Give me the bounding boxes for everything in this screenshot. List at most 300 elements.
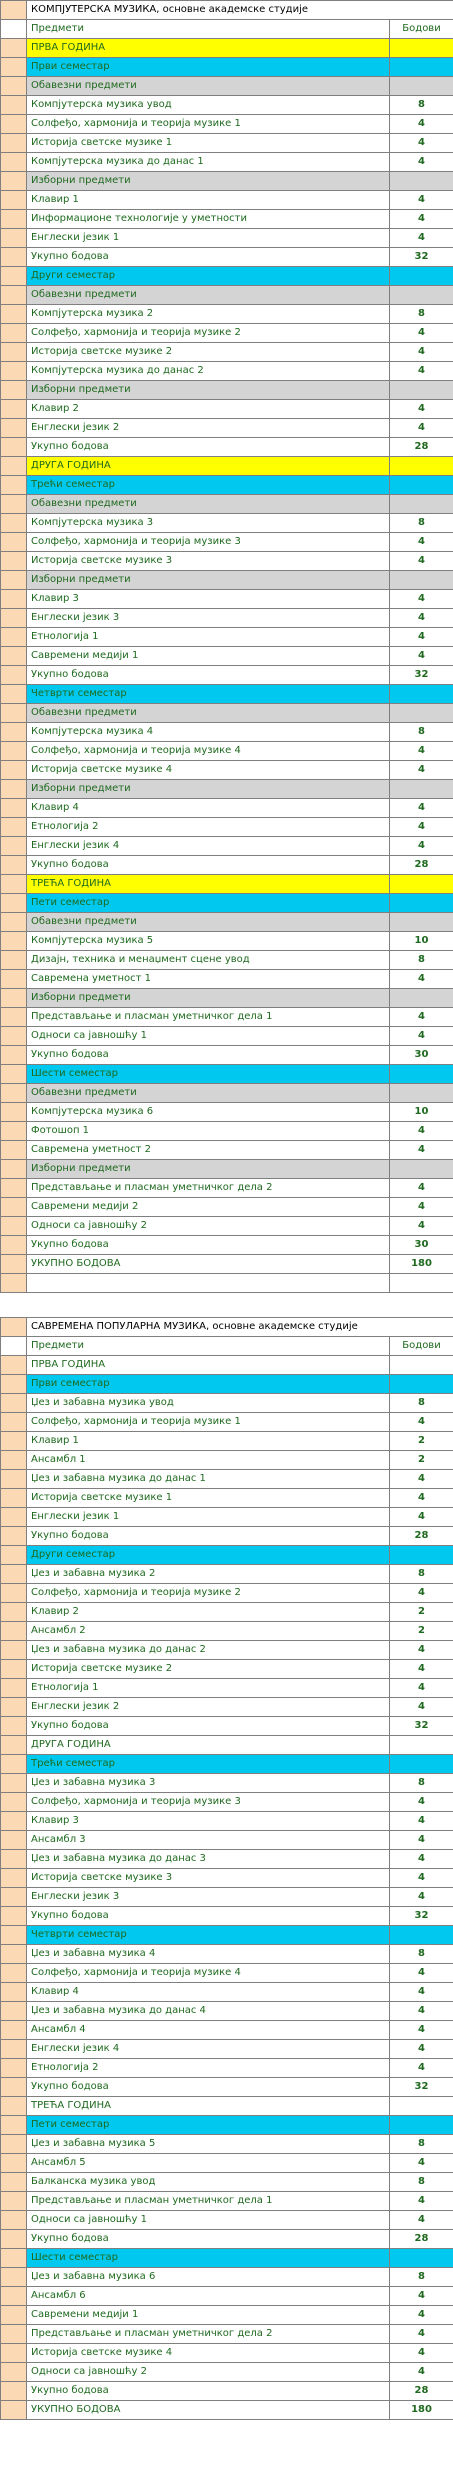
row-stripe xyxy=(1,1717,27,1736)
row-stripe xyxy=(1,742,27,761)
group-points xyxy=(390,780,453,799)
program-subtitle-text: основне академске студије xyxy=(209,1321,358,1332)
item-row xyxy=(1,1983,453,2002)
total-label: Укупно бодова xyxy=(27,2078,390,2097)
row-stripe xyxy=(1,1679,27,1698)
subject-name: Солфеђо, хармонија и теорија музике 4 xyxy=(27,1964,390,1983)
year-label: ПРВА ГОДИНА xyxy=(27,39,390,58)
row-stripe xyxy=(1,2249,27,2268)
subject-name: Ансамбл 3 xyxy=(27,1831,390,1850)
total-row xyxy=(1,2230,453,2249)
group-points xyxy=(390,704,453,723)
sem-points xyxy=(390,1065,453,1084)
item-row xyxy=(1,153,453,172)
subject-name: Ансамбл 2 xyxy=(27,1622,390,1641)
sem-points xyxy=(390,1926,453,1945)
subject-name: Дизајн, техника и менаџмент сцене увод xyxy=(27,951,390,970)
program-header-row xyxy=(1,1318,453,1337)
subject-points: 4 xyxy=(390,1888,453,1907)
item-row xyxy=(1,1394,453,1413)
row-stripe xyxy=(1,1641,27,1660)
row-stripe xyxy=(1,1812,27,1831)
row-stripe xyxy=(1,2021,27,2040)
subject-name: Клавир 4 xyxy=(27,1983,390,2002)
subject-name: Етнологија 2 xyxy=(27,2059,390,2078)
group-label: Изборни предмети xyxy=(27,172,390,191)
subject-points: 4 xyxy=(390,1679,453,1698)
subject-name: Солфеђо, хармонија и теорија музике 1 xyxy=(27,1413,390,1432)
subject-name: Историја светске музике 1 xyxy=(27,134,390,153)
item-row xyxy=(1,2268,453,2287)
plain-label: ДРУГА ГОДИНА xyxy=(27,1736,390,1755)
subject-name: Савремени медији 2 xyxy=(27,1198,390,1217)
subject-name: Представљање и пласман уметничког дела 2 xyxy=(27,1179,390,1198)
item-row xyxy=(1,1641,453,1660)
program-title-text: КОМПЈУТЕРСКА МУЗИКА, xyxy=(31,4,160,15)
item-row xyxy=(1,2325,453,2344)
item-row xyxy=(1,1660,453,1679)
item-row xyxy=(1,2306,453,2325)
group-label: Изборни предмети xyxy=(27,989,390,1008)
subject-points: 4 xyxy=(390,1983,453,2002)
item-row xyxy=(1,2021,453,2040)
row-stripe xyxy=(1,1660,27,1679)
row-stripe xyxy=(1,2344,27,2363)
subject-points: 4 xyxy=(390,2287,453,2306)
year-points xyxy=(390,39,453,58)
sem-row xyxy=(1,685,453,704)
grand-label: УКУПНО БОДОВА xyxy=(27,1255,390,1274)
total-row xyxy=(1,856,453,875)
program-header-row xyxy=(1,1,453,20)
item-row xyxy=(1,1432,453,1451)
subject-points: 2 xyxy=(390,1603,453,1622)
item-row xyxy=(1,1179,453,1198)
total-row xyxy=(1,1527,453,1546)
subject-name: Историја светске музике 2 xyxy=(27,343,390,362)
row-stripe xyxy=(1,419,27,438)
row-stripe xyxy=(1,2116,27,2135)
subject-name: Енглески језик 2 xyxy=(27,1698,390,1717)
subject-name: Односи са јавношћу 2 xyxy=(27,2363,390,2382)
subject-name: Енглески језик 3 xyxy=(27,609,390,628)
item-row xyxy=(1,343,453,362)
item-row xyxy=(1,837,453,856)
group-row xyxy=(1,780,453,799)
sem-label: Први семестар xyxy=(27,1375,390,1394)
item-row xyxy=(1,1122,453,1141)
row-stripe xyxy=(1,1698,27,1717)
subject-name: Џез и забавна музика 6 xyxy=(27,2268,390,2287)
sem-label: Шести семестар xyxy=(27,2249,390,2268)
group-row xyxy=(1,989,453,1008)
subject-points: 4 xyxy=(390,1850,453,1869)
group-label: Изборни предмети xyxy=(27,381,390,400)
subject-name: Солфеђо, хармонија и теорија музике 2 xyxy=(27,1584,390,1603)
subject-name: Информационе технологије у уметности xyxy=(27,210,390,229)
row-stripe xyxy=(1,514,27,533)
item-row xyxy=(1,2002,453,2021)
subject-name: Џез и забавна музика 5 xyxy=(27,2135,390,2154)
group-points xyxy=(390,381,453,400)
item-row xyxy=(1,590,453,609)
row-stripe xyxy=(1,1141,27,1160)
item-row xyxy=(1,134,453,153)
row-stripe xyxy=(1,2382,27,2401)
row-stripe xyxy=(1,1451,27,1470)
group-points xyxy=(390,286,453,305)
spacer-row xyxy=(1,1274,453,1293)
row-stripe xyxy=(1,1888,27,1907)
subject-name: Ансамбл 4 xyxy=(27,2021,390,2040)
row-stripe xyxy=(1,267,27,286)
subject-points: 4 xyxy=(390,1489,453,1508)
subject-name: Клавир 3 xyxy=(27,1812,390,1831)
subject-points: 4 xyxy=(390,2325,453,2344)
plain-row xyxy=(1,1356,453,1375)
row-stripe xyxy=(1,2040,27,2059)
item-row xyxy=(1,2192,453,2211)
subject-points: 4 xyxy=(390,1869,453,1888)
subject-points: 4 xyxy=(390,799,453,818)
item-row xyxy=(1,2344,453,2363)
row-stripe xyxy=(1,1622,27,1641)
grand-points: 180 xyxy=(390,2401,453,2420)
subject-points: 4 xyxy=(390,1413,453,1432)
item-row xyxy=(1,514,453,533)
subject-name: Солфеђо, хармонија и теорија музике 3 xyxy=(27,533,390,552)
group-row xyxy=(1,571,453,590)
row-stripe xyxy=(1,552,27,571)
row-stripe xyxy=(1,837,27,856)
item-row xyxy=(1,533,453,552)
subject-name: Историја светске музике 4 xyxy=(27,761,390,780)
year-row xyxy=(1,875,453,894)
subject-points: 8 xyxy=(390,96,453,115)
total-label: Укупно бодова xyxy=(27,1236,390,1255)
row-stripe xyxy=(1,723,27,742)
subject-name: Историја светске музике 1 xyxy=(27,1489,390,1508)
subject-points: 4 xyxy=(390,2192,453,2211)
row-stripe xyxy=(1,1774,27,1793)
subject-name: Енглески језик 4 xyxy=(27,2040,390,2059)
subject-points: 4 xyxy=(390,1793,453,1812)
row-stripe xyxy=(1,2173,27,2192)
row-stripe xyxy=(1,2401,27,2420)
subject-points: 4 xyxy=(390,400,453,419)
row-stripe xyxy=(1,324,27,343)
subject-name: Џез и забавна музика до данас 4 xyxy=(27,2002,390,2021)
row-stripe xyxy=(1,1736,27,1755)
plain-row xyxy=(1,1736,453,1755)
row-stripe xyxy=(1,1793,27,1812)
row-stripe xyxy=(1,1755,27,1774)
total-points: 32 xyxy=(390,1717,453,1736)
subject-points: 4 xyxy=(390,1584,453,1603)
row-stripe xyxy=(1,1375,27,1394)
plain-points xyxy=(390,1356,453,1375)
row-stripe xyxy=(1,932,27,951)
sem-points xyxy=(390,1375,453,1394)
subject-name: Компјутерска музика до данас 1 xyxy=(27,153,390,172)
row-stripe xyxy=(1,761,27,780)
row-stripe xyxy=(1,875,27,894)
column-header-subjects: Предмети xyxy=(27,1337,390,1356)
sem-label: Трећи семестар xyxy=(27,476,390,495)
subject-points: 8 xyxy=(390,2173,453,2192)
sem-label: Трећи семестар xyxy=(27,1755,390,1774)
row-stripe xyxy=(1,172,27,191)
item-row xyxy=(1,1565,453,1584)
subject-points: 4 xyxy=(390,2002,453,2021)
total-label: Укупно бодова xyxy=(27,1907,390,1926)
subject-name: Историја светске музике 3 xyxy=(27,1869,390,1888)
grand-label: УКУПНО БОДОВА xyxy=(27,2401,390,2420)
subject-name: Клавир 1 xyxy=(27,1432,390,1451)
subject-points: 8 xyxy=(390,1945,453,1964)
subject-points: 4 xyxy=(390,1027,453,1046)
program-subtitle-text: основне академске студије xyxy=(159,4,309,15)
subject-name: Компјутерска музика 2 xyxy=(27,305,390,324)
item-row xyxy=(1,2154,453,2173)
item-row xyxy=(1,115,453,134)
total-row xyxy=(1,2382,453,2401)
row-stripe xyxy=(1,2325,27,2344)
group-label: Обавезни предмети xyxy=(27,704,390,723)
row-stripe xyxy=(1,1508,27,1527)
item-row xyxy=(1,2211,453,2230)
subject-name: Фотошоп 1 xyxy=(27,1122,390,1141)
subject-points: 4 xyxy=(390,1831,453,1850)
row-stripe xyxy=(1,381,27,400)
item-row xyxy=(1,628,453,647)
item-row xyxy=(1,799,453,818)
row-stripe xyxy=(1,628,27,647)
grand-points: 180 xyxy=(390,1255,453,1274)
total-row xyxy=(1,2078,453,2097)
row-stripe xyxy=(1,1546,27,1565)
item-row xyxy=(1,1850,453,1869)
sem-label: Четврти семестар xyxy=(27,685,390,704)
item-row xyxy=(1,2059,453,2078)
subject-points: 4 xyxy=(390,2363,453,2382)
row-stripe xyxy=(1,1046,27,1065)
sem-row xyxy=(1,894,453,913)
subject-points: 8 xyxy=(390,305,453,324)
item-row xyxy=(1,1698,453,1717)
sem-label: Пети семестар xyxy=(27,894,390,913)
subject-points: 4 xyxy=(390,837,453,856)
sem-label: Пети семестар xyxy=(27,2116,390,2135)
column-header-points: Бодови xyxy=(390,1337,453,1356)
item-row xyxy=(1,1489,453,1508)
subject-points: 8 xyxy=(390,1394,453,1413)
row-stripe xyxy=(1,1122,27,1141)
subject-points: 8 xyxy=(390,2268,453,2287)
sem-points xyxy=(390,894,453,913)
subject-points: 4 xyxy=(390,419,453,438)
subject-name: Компјутерска музика 3 xyxy=(27,514,390,533)
subject-name: Клавир 2 xyxy=(27,400,390,419)
total-row xyxy=(1,1717,453,1736)
subject-name: Балканска музика увод xyxy=(27,2173,390,2192)
row-stripe xyxy=(1,1850,27,1869)
year-label: ДРУГА ГОДИНА xyxy=(27,457,390,476)
row-stripe xyxy=(1,210,27,229)
row-stripe xyxy=(1,286,27,305)
subject-name: Компјутерска музика до данас 2 xyxy=(27,362,390,381)
subject-points: 4 xyxy=(390,1198,453,1217)
subject-name: Џез и забавна музика до данас 3 xyxy=(27,1850,390,1869)
subject-points: 4 xyxy=(390,818,453,837)
sem-label: Други семестар xyxy=(27,1546,390,1565)
subject-points: 8 xyxy=(390,1565,453,1584)
row-stripe xyxy=(1,115,27,134)
row-stripe xyxy=(1,1831,27,1850)
row-stripe xyxy=(1,2059,27,2078)
subject-name: Односи са јавношћу 2 xyxy=(27,1217,390,1236)
subject-name: Савремени медији 1 xyxy=(27,647,390,666)
item-row xyxy=(1,932,453,951)
subject-points: 4 xyxy=(390,229,453,248)
subject-points: 4 xyxy=(390,2021,453,2040)
row-stripe xyxy=(1,913,27,932)
row-stripe xyxy=(1,590,27,609)
total-label: Укупно бодова xyxy=(27,1527,390,1546)
row-stripe xyxy=(1,1103,27,1122)
sem-row xyxy=(1,1926,453,1945)
row-stripe xyxy=(1,1869,27,1888)
item-row xyxy=(1,1141,453,1160)
subject-name: Џез и забавна музика 3 xyxy=(27,1774,390,1793)
total-label: Укупно бодова xyxy=(27,856,390,875)
subject-name: Џез и забавна музика увод xyxy=(27,1394,390,1413)
subject-name: Џез и забавна музика до данас 2 xyxy=(27,1641,390,1660)
item-row xyxy=(1,552,453,571)
sem-row xyxy=(1,2249,453,2268)
subject-points: 4 xyxy=(390,533,453,552)
item-row xyxy=(1,2135,453,2154)
subject-name: Савремена уметност 2 xyxy=(27,1141,390,1160)
row-stripe xyxy=(1,1945,27,1964)
row-stripe xyxy=(1,1008,27,1027)
subject-points: 4 xyxy=(390,1141,453,1160)
item-row xyxy=(1,723,453,742)
subject-points: 4 xyxy=(390,1470,453,1489)
row-stripe xyxy=(1,39,27,58)
subject-points: 4 xyxy=(390,742,453,761)
row-stripe xyxy=(1,1179,27,1198)
subject-name: Енглески језик 1 xyxy=(27,1508,390,1527)
item-row xyxy=(1,2287,453,2306)
group-row xyxy=(1,913,453,932)
subject-points: 8 xyxy=(390,1774,453,1793)
item-row xyxy=(1,96,453,115)
sem-row xyxy=(1,1546,453,1565)
total-points: 28 xyxy=(390,856,453,875)
row-stripe xyxy=(1,1027,27,1046)
total-points: 32 xyxy=(390,1907,453,1926)
row-stripe xyxy=(1,476,27,495)
spacer-points xyxy=(390,1274,453,1293)
subject-points: 4 xyxy=(390,210,453,229)
item-row xyxy=(1,1198,453,1217)
subject-points: 4 xyxy=(390,609,453,628)
item-row xyxy=(1,1413,453,1432)
subject-name: Историја светске музике 4 xyxy=(27,2344,390,2363)
subject-points: 4 xyxy=(390,1698,453,1717)
item-row xyxy=(1,1603,453,1622)
sem-row xyxy=(1,476,453,495)
subject-points: 10 xyxy=(390,1103,453,1122)
total-row xyxy=(1,438,453,457)
row-stripe xyxy=(1,666,27,685)
group-label: Обавезни предмети xyxy=(27,913,390,932)
row-stripe xyxy=(1,1565,27,1584)
group-row xyxy=(1,1084,453,1103)
row-stripe xyxy=(1,1217,27,1236)
row-stripe xyxy=(1,2002,27,2021)
subject-name: Ансамбл 6 xyxy=(27,2287,390,2306)
group-row xyxy=(1,1160,453,1179)
row-stripe xyxy=(1,2306,27,2325)
row-stripe xyxy=(1,2154,27,2173)
row-stripe xyxy=(1,400,27,419)
subject-name: Представљање и пласман уметничког дела 2 xyxy=(27,2325,390,2344)
item-row xyxy=(1,1888,453,1907)
row-stripe xyxy=(1,1198,27,1217)
subject-points: 4 xyxy=(390,324,453,343)
sem-points xyxy=(390,685,453,704)
row-stripe xyxy=(1,191,27,210)
subject-points: 8 xyxy=(390,951,453,970)
subject-points: 4 xyxy=(390,552,453,571)
group-label: Обавезни предмети xyxy=(27,495,390,514)
item-row xyxy=(1,305,453,324)
item-row xyxy=(1,1508,453,1527)
sem-row xyxy=(1,1755,453,1774)
plain-row xyxy=(1,2097,453,2116)
item-row xyxy=(1,1679,453,1698)
item-row xyxy=(1,1945,453,1964)
row-stripe xyxy=(1,305,27,324)
item-row xyxy=(1,191,453,210)
subject-points: 4 xyxy=(390,2040,453,2059)
subject-name: Солфеђо, хармонија и теорија музике 1 xyxy=(27,115,390,134)
subject-points: 4 xyxy=(390,2154,453,2173)
row-stripe xyxy=(1,1603,27,1622)
subject-points: 4 xyxy=(390,134,453,153)
total-label: Укупно бодова xyxy=(27,438,390,457)
subject-points: 4 xyxy=(390,628,453,647)
row-stripe xyxy=(1,1065,27,1084)
table-gap xyxy=(0,1293,453,1317)
group-row xyxy=(1,381,453,400)
subject-name: Енглески језик 4 xyxy=(27,837,390,856)
sem-points xyxy=(390,267,453,286)
item-row xyxy=(1,818,453,837)
group-label: Обавезни предмети xyxy=(27,1084,390,1103)
plain-points xyxy=(390,1736,453,1755)
plain-label: ТРЕЋА ГОДИНА xyxy=(27,2097,390,2116)
row-stripe xyxy=(1,780,27,799)
row-stripe xyxy=(1,970,27,989)
subject-name: Џез и забавна музика 2 xyxy=(27,1565,390,1584)
subject-points: 2 xyxy=(390,1622,453,1641)
group-points xyxy=(390,1160,453,1179)
group-row xyxy=(1,286,453,305)
subject-name: Компјутерска музика 4 xyxy=(27,723,390,742)
